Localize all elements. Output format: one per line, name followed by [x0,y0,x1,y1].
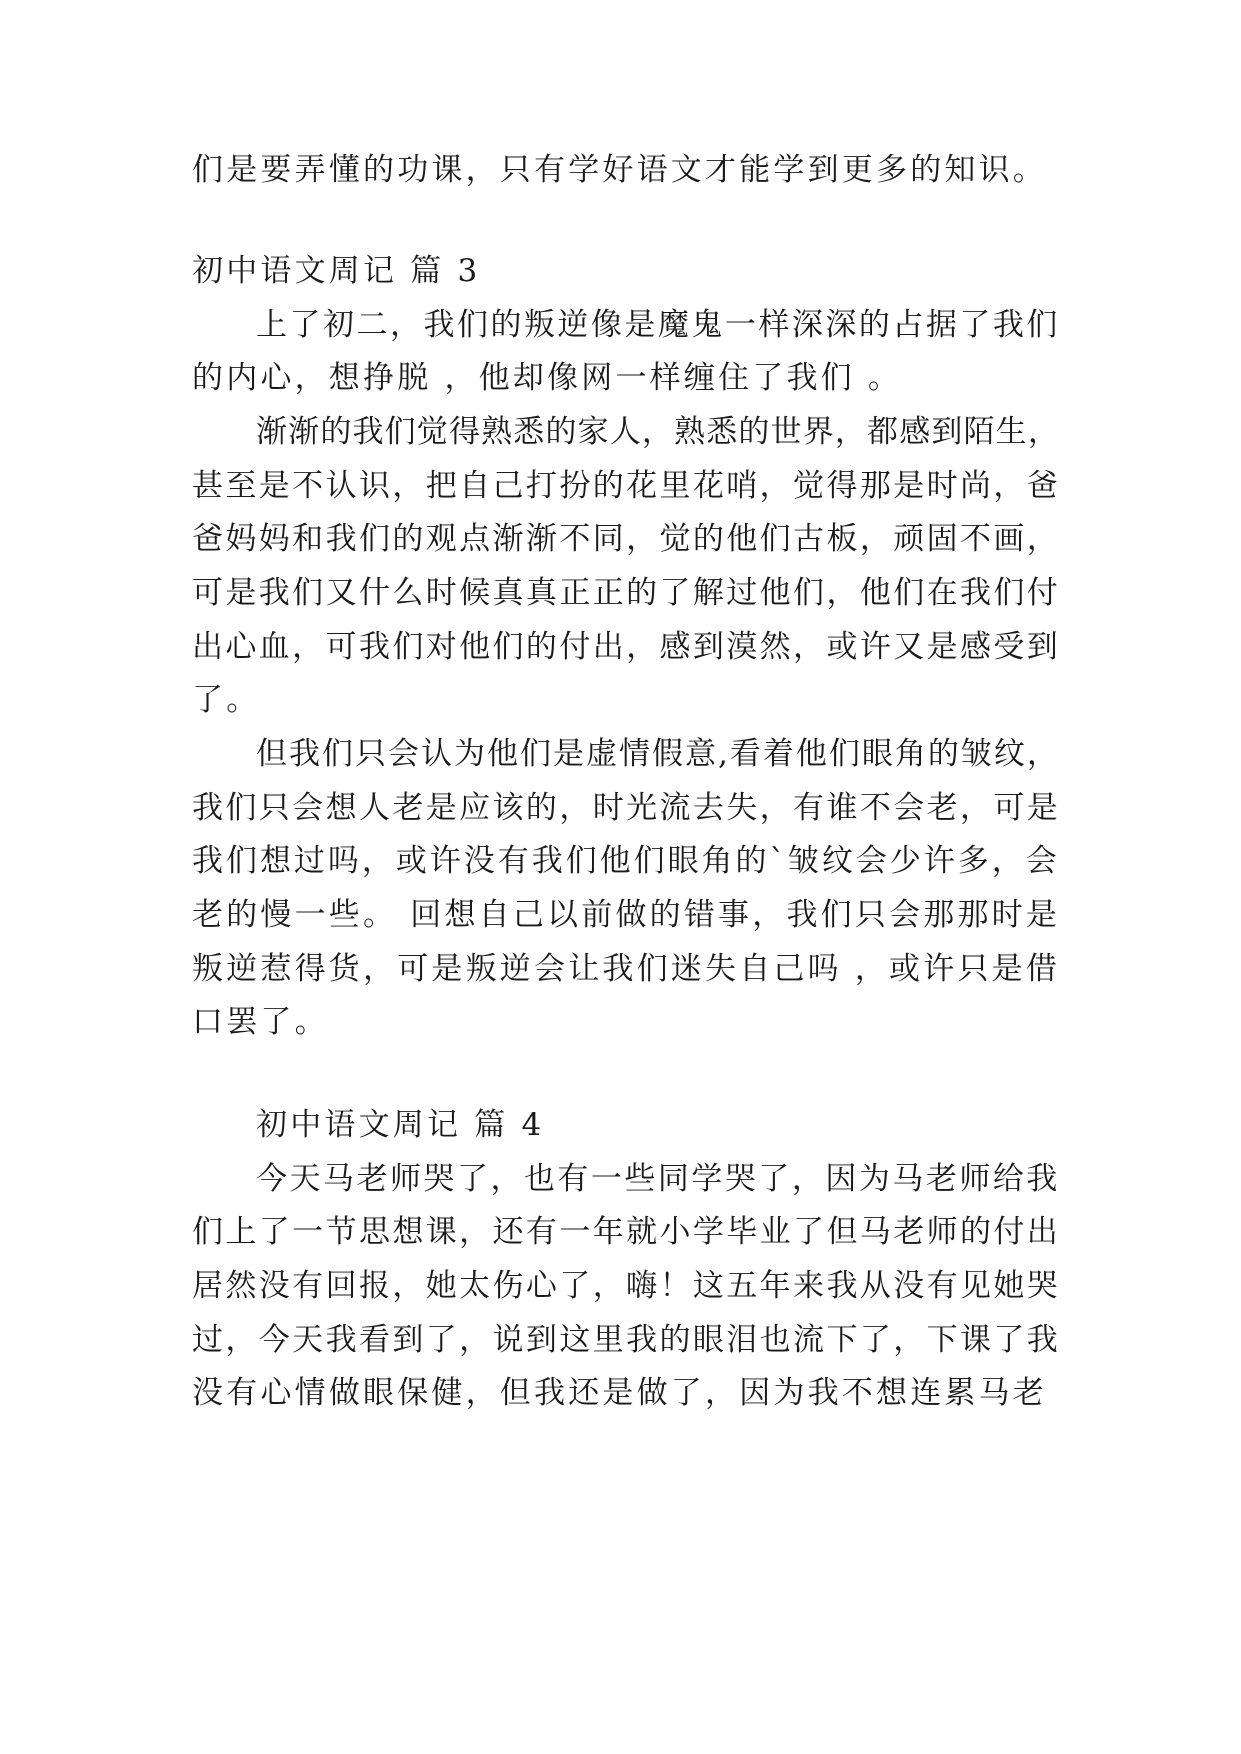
paragraph-line: 可是我们又什么时候真真正正的了解过他们，他们在我们付 [192,575,1061,611]
paragraph-line: 们上了一节思想课，还有一年就小学毕业了但马老师的付出 [192,1214,1061,1250]
paragraph-line: 的内心，想挣脱 ，他却像网一样缠住了我们 。 [192,360,903,396]
paragraph-line: 上了初二，我们的叛逆像是魔鬼一样深深的占据了我们 [256,307,1060,343]
paragraph-line: 我们只会想人老是应该的，时光流去失，有谁不会老，可是 [192,790,1061,826]
paragraph-line: 甚至是不认识，把自己打扮的花里花哨，觉得那是时尚，爸 [192,468,1061,504]
paragraph-line: 口罢了。 [192,1004,329,1040]
paragraph-line: 出心血，可我们对他们的付出，感到漠然，或许又是感受到 [192,629,1061,665]
paragraph-line: 渐渐的我们觉得熟悉的家人，熟悉的世界，都感到陌生， [256,414,1060,450]
paragraph-line: 但我们只会认为他们是虚情假意,看着他们眼角的皱纹， [256,736,1060,772]
paragraph-line: 叛逆惹得货，可是叛逆会让我们迷失自己吗 ，或许只是借 [192,951,1061,987]
section-heading: 初中语文周记 篇 3 [192,253,481,289]
paragraph-line: 过，今天我看到了，说到这里我的眼泪也流下了，下课了我 [192,1322,1061,1358]
paragraph-line: 没有心情做眼保健，但我还是做了，因为我不想连累马老 [192,1375,1047,1411]
paragraph-line: 老的慢一些。 回想自己以前做的错事，我们只会那那时是 [192,897,1061,933]
paragraph-line: 我们想过吗，或许没有我们他们眼角的`皱纹会少许多，会 [192,843,1060,879]
paragraph-line: 们是要弄懂的功课，只有学好语文才能学到更多的知识。 [192,152,1047,188]
section-heading: 初中语文周记 篇 4 [256,1107,545,1143]
paragraph-line: 今天马老师哭了，也有一些同学哭了，因为马老师给我 [256,1161,1060,1197]
paragraph-line: 居然没有回报，她太伤心了，嗨！这五年来我从没有见她哭 [192,1268,1061,1304]
paragraph-line: 了。 [192,682,261,718]
paragraph-line: 爸妈妈和我们的观点渐渐不同，觉的他们古板，顽固不画， [192,521,1061,557]
